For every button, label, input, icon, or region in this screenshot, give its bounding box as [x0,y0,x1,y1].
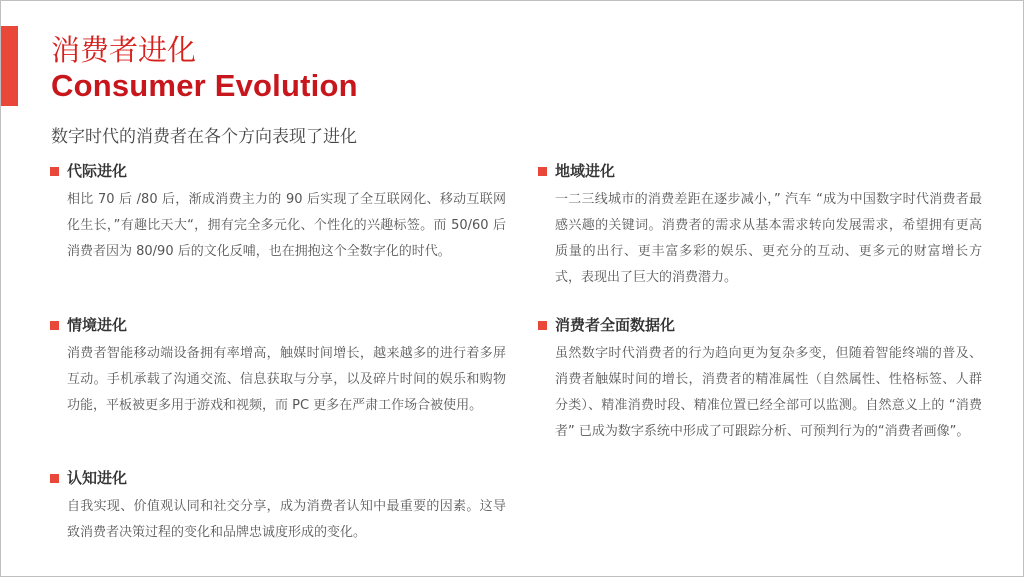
section-title: 代际进化 [67,162,128,180]
section-full-datafication [538,313,982,445]
section-header [50,159,506,183]
page-subtitle: 数字时代的消费者在各个方向表现了进化 [51,127,357,147]
section-context-evolution [50,313,506,419]
section-body: 自我实现、价值观认同和社交分享，成为消费者认知中最重要的因素。这导致消费者决策过程的变化和品牌忠诚度形成的变化。 [67,499,506,540]
bullet-square-icon [50,167,59,176]
section-generational-evolution [50,159,506,265]
bullet-square-icon [50,321,59,330]
section-cognitive-evolution [50,466,506,546]
section-body: 一二三线城市的消费差距在逐步减小，” 汽车 “成为中国数字时代消费者最感兴趣的关键词。消费者的需求从基本需求转向发展需求，希望拥有更高质量的出行、更丰富多彩的娱乐、更充分的互动、更多元的财富增长方式，表现出了巨大的消费潜力。 [555,192,982,285]
section-header [538,313,982,337]
bullet-square-icon [538,167,547,176]
page-title-chinese: 消费者进化 [51,33,197,67]
section-body: 相比 70 后 /80 后，渐成消费主力的 90 后实现了全互联网化、移动互联网化生长，”有趣比天大“，拥有完全多元化、个性化的兴趣标签。而 50/60 后消费者因为 80/90 后的文化反哺，也在拥抱这个全数字化的时代。 [67,192,506,259]
page-title-english: Consumer Evolution [51,68,358,103]
section-regional-evolution [538,159,982,291]
section-body: 虽然数字时代消费者的行为趋向更为复杂多变，但随着智能终端的普及、消费者触媒时间的增长，消费者的精准属性（自然属性、性格标签、人群分类）、精准消费时段、精准位置已经全部可以监测。自然意义上的 “消费者” 已成为数字系统中形成了可跟踪分析、可预判行为的“消费者画像”。 [555,346,982,439]
section-header [50,466,506,490]
section-title: 消费者全面数据化 [555,316,676,334]
section-title: 情境进化 [67,316,128,334]
accent-bar [1,26,18,106]
section-header [538,159,982,183]
section-body: 消费者智能移动端设备拥有率增高，触媒时间增长，越来越多的进行着多屏互动。手机承载了沟通交流、信息获取与分享，以及碎片时间的娱乐和购物功能，平板被更多用于游戏和视频，而 PC 更多在严肃工作场合被使用。 [67,346,506,413]
section-title: 地域进化 [555,162,616,180]
section-header [50,313,506,337]
bullet-square-icon [538,321,547,330]
bullet-square-icon [50,474,59,483]
section-title: 认知进化 [67,469,128,487]
